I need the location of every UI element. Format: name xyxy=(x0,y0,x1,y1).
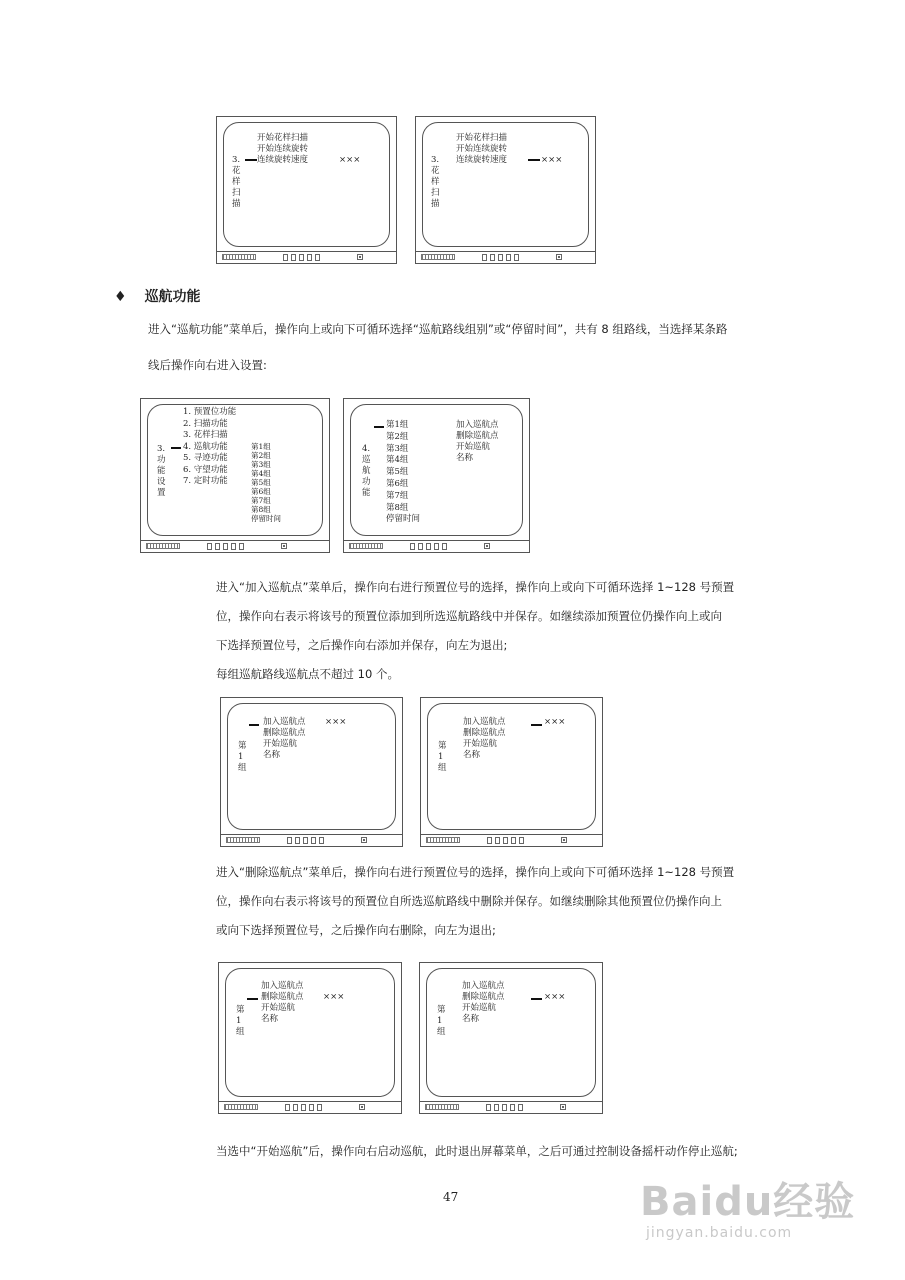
osd-action-list: 加入巡航点 删除巡航点 开始巡航 名称 xyxy=(462,981,505,1024)
selection-arrow-icon xyxy=(531,724,542,726)
paragraph: 位，操作向右表示将该号的预置位自所选巡航路线中删除并保存。如继续删除其他预置位仍操作向上 xyxy=(216,894,722,908)
monitor-function-setup xyxy=(140,398,330,553)
osd-menu-item: 开始连续旋转 xyxy=(456,144,508,154)
page-number: 47 xyxy=(443,1190,459,1204)
osd-menu-list xyxy=(456,133,507,166)
osd-menu-item: 6. 守望功能 xyxy=(183,464,228,475)
power-icon xyxy=(561,837,567,843)
selection-arrow-icon xyxy=(528,159,540,161)
osd-side-label: 第 1 组 xyxy=(236,1005,245,1037)
monitor-bezel xyxy=(420,1101,602,1113)
monitor-buttons xyxy=(287,837,324,844)
paragraph: 位，操作向右表示将该号的预置位添加到所选巡航路线中并保存。如继续添加预置位仍操作向上或向 xyxy=(216,609,722,623)
monitor-bezel xyxy=(416,251,595,263)
watermark xyxy=(640,1170,855,1241)
monitor-buttons xyxy=(283,254,320,261)
power-icon xyxy=(484,543,490,549)
selection-arrow-icon xyxy=(247,998,258,1000)
vent-icon xyxy=(426,837,460,843)
monitor-buttons xyxy=(482,254,519,261)
monitor-bezel xyxy=(344,540,529,552)
monitor-buttons xyxy=(487,837,524,844)
selection-arrow-icon xyxy=(171,447,181,449)
monitor-buttons xyxy=(486,1104,523,1111)
monitor-screen xyxy=(427,703,596,830)
osd-action-list: 加入巡航点 删除巡航点 开始巡航 名称 xyxy=(263,717,306,760)
osd-menu-list xyxy=(183,407,236,488)
osd-side-label: 4. 巡 航 功 能 xyxy=(362,444,371,498)
vent-icon xyxy=(222,254,256,260)
monitor-bezel xyxy=(141,540,329,552)
power-icon xyxy=(359,1104,365,1110)
vent-icon xyxy=(224,1104,258,1110)
monitor-screen xyxy=(227,703,396,830)
osd-group-list: 第1组 第2组 第3组 第4组 第5组 第6组 第7组 第8组 停留时间 xyxy=(251,442,281,523)
paragraph: 当选中“开始巡航”后，操作向右启动巡航，此时退出屏幕菜单，之后可通过控制设备摇杆动作停止巡航; xyxy=(216,1144,738,1158)
osd-side-label: 3. 花 样 扫 描 xyxy=(431,155,440,209)
osd-menu-item: 开始花样扫描 xyxy=(257,133,309,143)
monitor-buttons xyxy=(285,1104,322,1111)
osd-menu-item: 5. 寻迹功能 xyxy=(183,453,228,463)
paragraph: 下选择预置位号，之后操作向右添加并保存，向左为退出; xyxy=(216,638,508,652)
vent-icon xyxy=(226,837,260,843)
osd-side-label: 第 1 组 xyxy=(438,741,447,773)
osd-action-list: 加入巡航点 删除巡航点 开始巡航 名称 xyxy=(456,420,499,463)
section-heading xyxy=(114,286,201,306)
vent-icon xyxy=(425,1104,459,1110)
monitor-add-point-1 xyxy=(220,697,403,847)
vent-icon xyxy=(146,543,180,549)
paragraph: 或向下选择预置位号，之后操作向右删除，向左为退出; xyxy=(216,923,496,937)
monitor-bezel xyxy=(421,834,602,846)
power-icon xyxy=(560,1104,566,1110)
osd-menu-item: 开始花样扫描 xyxy=(456,133,508,143)
paragraph: 进入“删除巡航点”菜单后，操作向右进行预置位号的选择，操作向上或向下可循环选择 1~128 号预置 xyxy=(216,865,735,879)
monitor-bezel xyxy=(219,1101,401,1113)
monitor-add-point-2 xyxy=(420,697,603,847)
paragraph: 进入“加入巡航点”菜单后，操作向右进行预置位号的选择，操作向上或向下可循环选择 1~128 号预置 xyxy=(216,580,735,594)
osd-side-label: 第 1 组 xyxy=(238,741,247,773)
osd-value: ××× xyxy=(544,992,566,1002)
osd-menu-item: 4. 巡航功能 xyxy=(183,441,228,452)
selection-arrow-icon xyxy=(531,998,542,1000)
paragraph: 进入“巡航功能”菜单后，操作向上或向下可循环选择“巡航路线组别”或“停留时间”，共有 8 组路线，当选择某条路 xyxy=(148,322,728,336)
osd-menu-item: 2. 扫描功能 xyxy=(183,418,228,429)
monitor-pattern-scan-1 xyxy=(216,116,397,264)
osd-value: ××× xyxy=(541,155,563,165)
osd-menu-item: 连续旋转速度 xyxy=(456,155,508,165)
osd-group-list: 第1组 第2组 第3组 第4组 第5组 第6组 第7组 第8组 停留时间 xyxy=(386,420,421,525)
vent-icon xyxy=(349,543,383,549)
watermark-url: jingyan.baidu.com xyxy=(646,1225,793,1241)
osd-side-label: 3. 功 能 设 置 xyxy=(157,444,166,498)
monitor-screen xyxy=(426,968,596,1097)
osd-menu-item: 开始连续旋转 xyxy=(257,144,309,154)
osd-value: ××× xyxy=(325,717,347,727)
osd-value: ××× xyxy=(544,717,566,727)
monitor-cruise-function xyxy=(343,398,530,553)
monitor-bezel xyxy=(217,251,396,263)
selection-arrow-icon xyxy=(374,426,384,428)
power-icon xyxy=(281,543,287,549)
osd-menu-item: 3. 花样扫描 xyxy=(183,430,228,440)
monitor-pattern-scan-2 xyxy=(415,116,596,264)
diamond-bullet-icon: ♦ xyxy=(114,289,127,305)
monitor-buttons xyxy=(410,543,447,550)
osd-value: ××× xyxy=(339,155,361,165)
monitor-delete-point-2 xyxy=(419,962,603,1114)
monitor-screen xyxy=(225,968,395,1097)
selection-arrow-icon xyxy=(249,724,259,726)
osd-menu-item: 连续旋转速度 xyxy=(257,155,309,165)
osd-menu-item: 7. 定时功能 xyxy=(183,476,228,486)
vent-icon xyxy=(421,254,455,260)
paragraph: 每组巡航路线巡航点不超过 10 个。 xyxy=(216,667,399,681)
power-icon xyxy=(556,254,562,260)
osd-side-label: 第 1 组 xyxy=(437,1005,446,1037)
power-icon xyxy=(357,254,363,260)
osd-side-label: 3. 花 样 扫 描 xyxy=(232,155,241,209)
monitor-buttons xyxy=(207,543,244,550)
selection-arrow-icon xyxy=(245,159,257,161)
osd-menu-list xyxy=(257,133,308,166)
osd-action-list: 加入巡航点 删除巡航点 开始巡航 名称 xyxy=(463,717,506,760)
osd-value: ××× xyxy=(323,992,345,1002)
monitor-delete-point-1 xyxy=(218,962,402,1114)
paragraph: 线后操作向右进入设置: xyxy=(148,358,267,372)
monitor-bezel xyxy=(221,834,402,846)
power-icon xyxy=(361,837,367,843)
osd-action-list: 加入巡航点 删除巡航点 开始巡航 名称 xyxy=(261,981,304,1024)
watermark-brand: Baidu经验 xyxy=(640,1179,856,1225)
osd-menu-item: 1. 预置位功能 xyxy=(183,407,237,417)
section-title: 巡航功能 xyxy=(144,289,201,305)
